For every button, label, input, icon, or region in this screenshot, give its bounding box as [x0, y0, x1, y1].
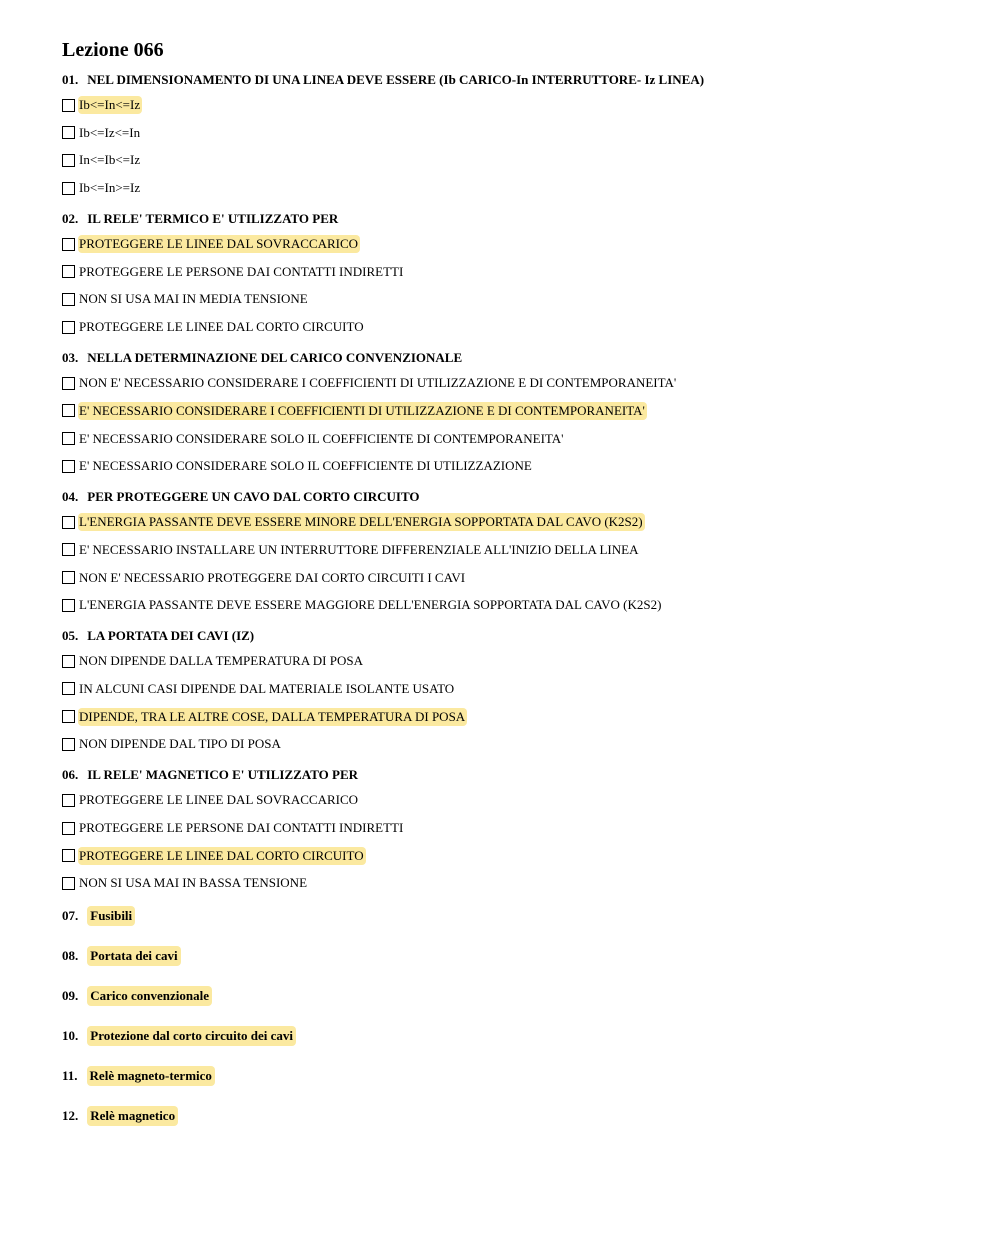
- question-text-highlighted: Carico convenzionale: [87, 986, 212, 1006]
- question-text-highlighted: Relè magneto-termico: [87, 1066, 215, 1086]
- answer-option[interactable]: [62, 457, 962, 475]
- answer-text: Ib<=In>=Iz: [79, 180, 141, 196]
- question-number: 09.: [62, 988, 79, 1004]
- document-page: [62, 38, 962, 1146]
- question-text: IL RELE' MAGNETICO E' UTILIZZATO PER: [87, 767, 359, 783]
- answer-option[interactable]: [62, 179, 962, 197]
- answer-text-highlighted: PROTEGGERE LE LINEE DAL SOVRACCARICO: [79, 236, 359, 252]
- question-heading: [62, 72, 962, 88]
- answer-text: E' NECESSARIO CONSIDERARE SOLO IL COEFFICIENTE DI CONTEMPORANEITA': [79, 430, 564, 446]
- answer-option[interactable]: [62, 402, 962, 420]
- checkbox-icon[interactable]: [62, 794, 75, 807]
- answer-text: Ib<=Iz<=In: [79, 124, 141, 140]
- answer-option[interactable]: [62, 819, 962, 837]
- checkbox-icon[interactable]: [62, 738, 75, 751]
- question-number: 02.: [62, 211, 79, 227]
- checkbox-icon[interactable]: [62, 321, 75, 334]
- question-block: [62, 628, 962, 753]
- answer-option[interactable]: [62, 96, 962, 114]
- question-text-highlighted: Protezione dal corto circuito dei cavi: [87, 1026, 296, 1046]
- question-text: LA PORTATA DEI CAVI (IZ): [87, 628, 255, 644]
- question-number: 06.: [62, 767, 79, 783]
- question-heading: [62, 489, 962, 505]
- answer-text: PROTEGGERE LE LINEE DAL CORTO CIRCUITO: [79, 319, 364, 335]
- checkbox-icon[interactable]: [62, 460, 75, 473]
- question-text: PER PROTEGGERE UN CAVO DAL CORTO CIRCUITO: [87, 489, 420, 505]
- answer-text: PROTEGGERE LE LINEE DAL SOVRACCARICO: [79, 792, 359, 808]
- answer-text: IN ALCUNI CASI DIPENDE DAL MATERIALE ISOLANTE USATO: [79, 680, 455, 696]
- checkbox-icon[interactable]: [62, 599, 75, 612]
- question-block: [62, 211, 962, 336]
- answer-text: In<=Ib<=Iz: [79, 152, 141, 168]
- checkbox-icon[interactable]: [62, 126, 75, 139]
- checkbox-icon[interactable]: [62, 822, 75, 835]
- answer-text: NON E' NECESSARIO PROTEGGERE DAI CORTO CIRCUITI I CAVI: [79, 569, 466, 585]
- checkbox-icon[interactable]: [62, 293, 75, 306]
- answer-text-highlighted: E' NECESSARIO CONSIDERARE I COEFFICIENTI DI UTILIZZAZIONE E DI CONTEMPORANEITA': [79, 402, 645, 418]
- answer-option[interactable]: [62, 124, 962, 142]
- answer-option[interactable]: [62, 847, 962, 865]
- question-text-highlighted: Relè magnetico: [87, 1106, 178, 1126]
- answer-option[interactable]: [62, 263, 962, 281]
- answer-option[interactable]: [62, 569, 962, 587]
- checkbox-icon[interactable]: [62, 655, 75, 668]
- answer-text: L'ENERGIA PASSANTE DEVE ESSERE MAGGIORE DELL'ENERGIA SOPPORTATA DAL CAVO (K2S2): [79, 597, 662, 613]
- checkbox-icon[interactable]: [62, 571, 75, 584]
- answer-text-highlighted: DIPENDE, TRA LE ALTRE COSE, DALLA TEMPERATURA DI POSA: [79, 708, 466, 724]
- question-heading: [62, 767, 962, 783]
- answer-text-highlighted: Ib<=In<=Iz: [79, 97, 141, 112]
- open-question: [62, 986, 962, 1006]
- answer-option[interactable]: [62, 513, 962, 531]
- question-text-highlighted: Portata dei cavi: [87, 946, 180, 966]
- checkbox-icon[interactable]: [62, 516, 75, 529]
- checkbox-icon[interactable]: [62, 543, 75, 556]
- checkbox-icon[interactable]: [62, 682, 75, 695]
- question-block: [62, 72, 962, 197]
- answer-text: NON DIPENDE DAL TIPO DI POSA: [79, 736, 281, 752]
- answer-text: NON SI USA MAI IN BASSA TENSIONE: [79, 875, 308, 891]
- question-heading: [62, 628, 962, 644]
- open-question: [62, 1066, 962, 1086]
- checkbox-icon[interactable]: [62, 404, 75, 417]
- checkbox-icon[interactable]: [62, 154, 75, 167]
- question-block: [62, 350, 962, 475]
- question-block: [62, 767, 962, 892]
- answer-option[interactable]: [62, 151, 962, 169]
- open-question: [62, 946, 962, 966]
- open-question: [62, 906, 962, 926]
- question-number: 01.: [62, 72, 79, 87]
- answer-option[interactable]: [62, 374, 962, 392]
- checkbox-icon[interactable]: [62, 849, 75, 862]
- question-heading: [62, 211, 962, 227]
- checkbox-icon[interactable]: [62, 877, 75, 890]
- answer-text: PROTEGGERE LE PERSONE DAI CONTATTI INDIRETTI: [79, 263, 404, 279]
- answer-text: E' NECESSARIO INSTALLARE UN INTERRUTTORE DIFFERENZIALE ALL'INIZIO DELLA LINEA: [79, 541, 639, 557]
- answer-option[interactable]: [62, 541, 962, 559]
- open-questions: [62, 906, 962, 1126]
- question-number: 08.: [62, 948, 79, 964]
- checkbox-icon[interactable]: [62, 265, 75, 278]
- question-text: IL RELE' TERMICO E' UTILIZZATO PER: [87, 211, 339, 227]
- answer-option[interactable]: [62, 430, 962, 448]
- question-number: 11.: [62, 1068, 78, 1084]
- answer-option[interactable]: [62, 318, 962, 336]
- answer-option[interactable]: [62, 708, 962, 726]
- page-title: Lezione 066: [62, 39, 164, 61]
- open-question: [62, 1026, 962, 1046]
- question-number: 04.: [62, 489, 79, 505]
- question-number: 03.: [62, 350, 79, 366]
- answer-text-highlighted: L'ENERGIA PASSANTE DEVE ESSERE MINORE DELL'ENERGIA SOPPORTATA DAL CAVO (K2S2): [79, 514, 643, 530]
- question-number: 07.: [62, 908, 79, 924]
- answer-text: NON DIPENDE DALLA TEMPERATURA DI POSA: [79, 653, 363, 669]
- answer-text: NON SI USA MAI IN MEDIA TENSIONE: [79, 291, 308, 307]
- answer-option[interactable]: [62, 791, 962, 809]
- open-question: [62, 1106, 962, 1126]
- question-number: 10.: [62, 1028, 79, 1044]
- multiple-choice-questions: [62, 72, 962, 892]
- answer-option[interactable]: [62, 735, 962, 753]
- question-heading: [62, 350, 962, 366]
- answer-text: PROTEGGERE LE PERSONE DAI CONTATTI INDIRETTI: [79, 820, 404, 835]
- checkbox-icon[interactable]: [62, 182, 75, 195]
- question-text: NEL DIMENSIONAMENTO DI UNA LINEA DEVE ESSERE (Ib CARICO-In INTERRUTTORE- Iz LINEA): [87, 72, 705, 87]
- answer-option[interactable]: [62, 874, 962, 892]
- checkbox-icon[interactable]: [62, 710, 75, 723]
- answer-text-highlighted: PROTEGGERE LE LINEE DAL CORTO CIRCUITO: [79, 847, 364, 863]
- question-number: 05.: [62, 628, 79, 644]
- question-number: 12.: [62, 1108, 79, 1124]
- question-block: [62, 489, 962, 614]
- checkbox-icon[interactable]: [62, 432, 75, 445]
- answer-text: NON E' NECESSARIO CONSIDERARE I COEFFICIENTI DI UTILIZZAZIONE E DI CONTEMPORANEITA': [79, 375, 677, 391]
- checkbox-icon[interactable]: [62, 99, 75, 112]
- question-text-highlighted: Fusibili: [87, 906, 135, 926]
- answer-option[interactable]: [62, 235, 962, 253]
- question-text: NELLA DETERMINAZIONE DEL CARICO CONVENZIONALE: [87, 350, 463, 366]
- answer-option[interactable]: [62, 652, 962, 670]
- answer-option[interactable]: [62, 680, 962, 698]
- answer-text: E' NECESSARIO CONSIDERARE SOLO IL COEFFICIENTE DI UTILIZZAZIONE: [79, 458, 532, 474]
- answer-option[interactable]: [62, 596, 962, 614]
- checkbox-icon[interactable]: [62, 238, 75, 251]
- checkbox-icon[interactable]: [62, 377, 75, 390]
- answer-option[interactable]: [62, 290, 962, 308]
